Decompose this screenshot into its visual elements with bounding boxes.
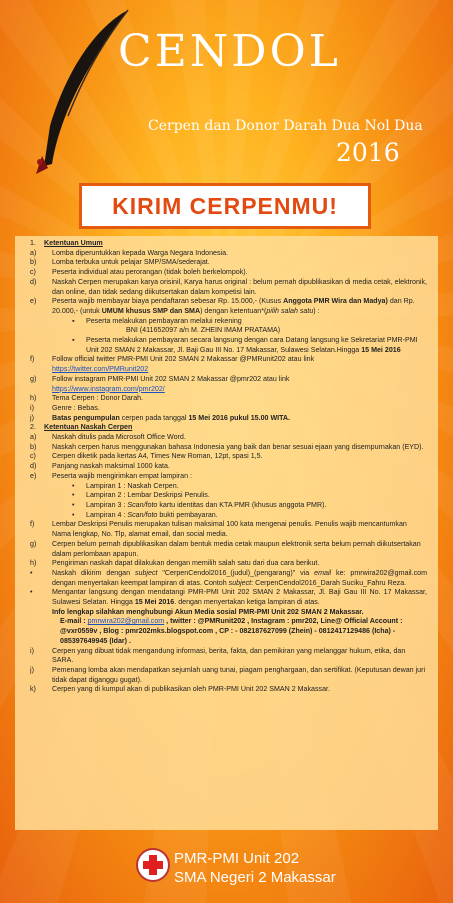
rule-2k: k) Cerpen yang di kumpul akan di publikasikan oleh PMR-PMI Unit 202 SMAN 2 Makassar.: [30, 685, 330, 694]
section-2-title: Ketentuan Naskah Cerpen: [44, 423, 133, 432]
rules-panel: [15, 236, 438, 830]
rule-1f: f) Follow official twitter PMR-PMI Unit 202 SMAN 2 Makassar @PMRunit202 atau link https://twitter.com/PMRunit202: [30, 355, 315, 374]
rule-1h: h) Tema Cerpen : Donor Darah.: [30, 394, 144, 403]
rule-2a: a) Naskah ditulis pada Microsoft Office Word.: [30, 433, 186, 442]
attachment-3: • Lampiran 3 : Scan/foto kartu identitas dan KTA PMR (khusus anggota PMR).: [72, 500, 327, 509]
rule-1a: a) Lomba diperuntukkan kepada Warga Negara Indonesia.: [30, 248, 229, 257]
footer-school-name: SMA Negeri 2 Makassar: [174, 869, 336, 886]
twitter-link[interactable]: https://twitter.com/PMRunit202: [52, 365, 149, 374]
submission-direct: • Mengantar langsung dengan mendatangi PMR-PMI Unit 202 SMAN 2 Makassar, Jl. Baji Gau III No. 17 Makassar, Sulawesi Selatan. Hingga 15 Mei 2016. dengan menyertakan ketiga lampiran di atas.: [30, 588, 427, 607]
rule-1c: c) Peserta individual atau perorangan (tidak boleh berkelompok).: [30, 268, 248, 277]
rule-1i: i) Genre : Bebas.: [30, 403, 100, 412]
rule-1g: g) Follow instagram PMR-PMI Unit 202 SMAN 2 Makassar @pmr202 atau link https://www.instagram.com/pmr202/: [30, 374, 290, 393]
cendol-logo: CENDOL: [118, 26, 341, 77]
tagline: Cerpen dan Donor Darah Dua Nol Dua: [148, 118, 423, 134]
contact-info: Info lengkap silahkan menghubungi Akun Media sosial PMR-PMI Unit 202 SMAN 2 Makassar. E-mail : pmrwira202@gmail.com , twitter : @PMRunit202 , Instagram : pmr202, Line@ Official Account : @vxr0559v , Blog : pmr202mks.blogspot.com , CP : - 082187627099 (Zhein) - 0812417129486 (Icha) - 085397649945 (Idar) .: [52, 607, 403, 645]
kirim-cerpen-banner: KIRIM CERPENMU!: [79, 183, 371, 229]
rule-1d: d) Naskah Cerpen merupakan karya orisinil, Karya harus original : belum pernah dipublikasikan di media cetak, elektronik, dan online, dan tidak sedang diikutsertakan dalam kompetisi lain.: [30, 277, 427, 296]
pmr-emblem-icon: [136, 848, 170, 882]
rule-2c: c) Cerpen diketik pada kertas A4, Times New Roman, 12pt, spasi 1,5.: [30, 452, 263, 461]
attachment-4: • Lampiran 4 : Scan/foto bukti pembayaran.: [72, 510, 218, 519]
rule-1e: e) Peserta wajib membayar biaya pendaftaran sebesar Rp. 15.000,- (Kusus Anggota PMR Wira dan Madya) dan Rp. 20.000,- (untuk UMUM khusus SMP dan SMA) dengan ketentuan*(pilih salah satu) :: [30, 297, 415, 315]
rule-1b: b) Lomba terbuka untuk pelajar SMP/SMA/sederajat.: [30, 258, 210, 267]
rule-2b: b) Naskah cerpen harus menggunakan bahasa Indonesia yang baik dan benar sesuai ejaan yang disempurnakan (EYD).: [30, 442, 424, 451]
rule-1j: j) Batas pengumpulan cerpen pada tanggal 15 Mei 2016 pukul 15.00 WITA.: [30, 413, 291, 422]
instagram-link[interactable]: https://www.instagram.com/pmr202/: [52, 384, 165, 393]
rule-2e: e) Peserta wajib mengirimkan empat lampiran :: [30, 471, 192, 480]
rule-2i: i) Cerpen yang dibuat tidak mengandung informasi, berita, fakta, dan pemikiran yang melanggar hukum, etika, dan SARA.: [30, 646, 406, 665]
rule-2d: d) Panjang naskah maksimal 1000 kata.: [30, 462, 170, 471]
attachment-2: • Lampiran 2 : Lembar Deskripsi Penulis.: [72, 491, 210, 500]
year: 2016: [336, 138, 400, 167]
payment-option-direct: ▪ Peserta melakukan pembayaran secara langsung dengan cara Datang langsung ke Sekretariat PMR-PMI Unit 202 SMAN 2 Makassar, Jl. Baji Gau III No. 17 Makassar, Sulawesi Selatan.Hingga 15 Mei 2016: [72, 336, 418, 354]
section-2-heading: 2. Ketentuan Naskah Cerpen: [30, 423, 133, 432]
section-1-title: Ketentuan Umum: [44, 239, 103, 247]
email-link[interactable]: pmrwira202@gmail.com: [87, 617, 165, 626]
section-1-heading: 1. Ketentuan Umum: [30, 239, 103, 247]
attachment-1: • Lampiran 1 : Naskah Cerpen.: [72, 481, 179, 490]
footer-org-name: PMR-PMI Unit 202: [174, 850, 300, 867]
rule-2g: g) Cerpen belum pernah dipublikasikan dalam bentuk media cetak maupun elektronik serta belum pernah diikutsertakan dalam perlombaan apapun.: [30, 539, 421, 558]
rule-2j: j) Pemenang lomba akan mendapatkan sejumlah uang tunai, piagam penghargaan, dan sertifikat. (Keputusan dewan juri tidak dapat diganggu gugat).: [30, 665, 426, 684]
submission-email: • Naskah dikirim dengan subject "CerpenCendol2016_(judul)_(pengarang)" via email ke: pmrwira202@gmail.com dengan menyertakan keempat lampiran di atas. Contoh subject: CerpenCendol2016_Darah Suciku_Fahru Reza.: [30, 568, 427, 587]
rule-2h: h) Pengiriman naskah dapat dilakukan dengan memilih salah satu dari dua cara berikut.: [30, 559, 320, 568]
payment-option-bank: ▪ Peserta melakukan pembayaran melalui rekening BNI (411652097 a/n M. ZHEIN IMAM PRATAMA): [72, 316, 281, 335]
rule-2f: f) Lembar Deskripsi Penulis merupakan tulisan maksimal 100 kata mengenai penulis. Penulis wajib mencantumkan Nama lengkap, No. Tlp, alamat email, dan social media.: [30, 520, 407, 539]
